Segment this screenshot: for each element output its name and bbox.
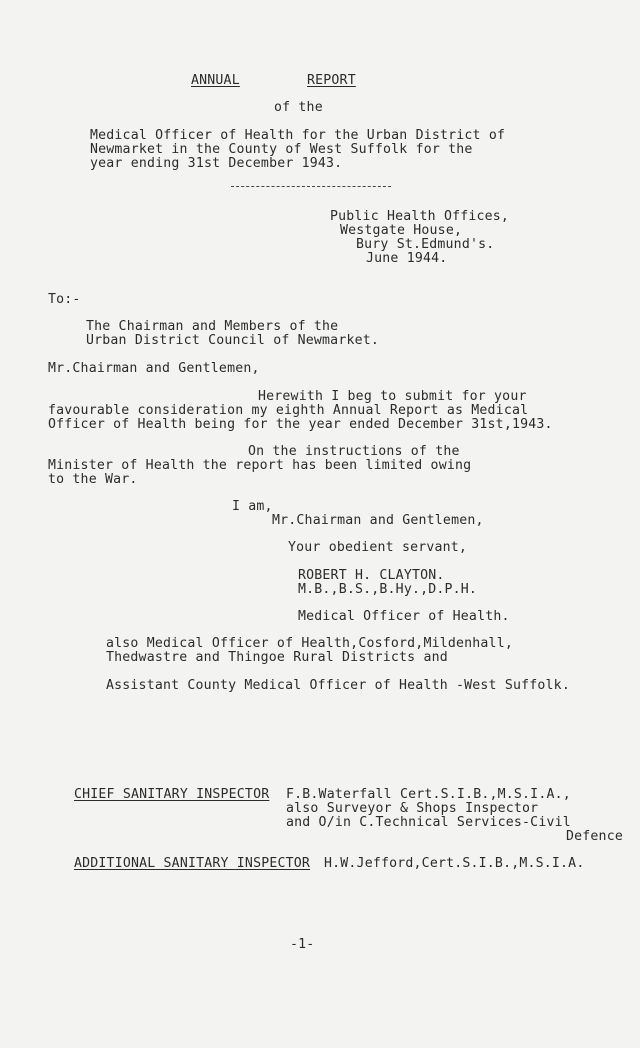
title-annual: ANNUAL (191, 73, 240, 88)
address-line: Public Health Offices, (330, 209, 510, 224)
signatory-role: Medical Officer of Health. (298, 609, 510, 624)
page-number: -1- (290, 937, 315, 952)
intro-line: year ending 31st December 1943. (90, 156, 343, 171)
closing-addressee: Mr.Chairman and Gentlemen, (272, 513, 484, 528)
also-line: Thedwastre and Thingoe Rural Districts and (106, 650, 448, 665)
closing-i-am: I am, (232, 499, 273, 514)
para1-line: favourable consideration my eighth Annual Report as Medical (48, 403, 529, 418)
salutation: Mr.Chairman and Gentlemen, (48, 361, 260, 376)
para1-line: Herewith I beg to submit for your (258, 389, 527, 404)
intro-line: Medical Officer of Health for the Urban District of (90, 128, 506, 143)
chief-inspector-line: and O/in C.Technical Services-Civil (286, 815, 571, 830)
dashed-divider (231, 186, 391, 187)
additional-inspector-value: H.W.Jefford,Cert.S.I.B.,M.S.I.A. (324, 856, 585, 871)
para2-line: to the War. (48, 472, 138, 487)
recipient-line: The Chairman and Members of the (86, 319, 339, 334)
recipient-line: Urban District Council of Newmarket. (86, 333, 380, 348)
address-line: Westgate House, (340, 223, 463, 238)
also-line: also Medical Officer of Health,Cosford,Mildenhall, (106, 636, 513, 651)
signatory-degrees: M.B.,B.S.,B.Hy.,D.P.H. (298, 582, 478, 597)
title-of-the: of the (274, 100, 323, 115)
address-date: June 1944. (366, 251, 448, 266)
chief-inspector-line: F.B.Waterfall Cert.S.I.B.,M.S.I.A., (286, 787, 571, 802)
chief-inspector-line: Defence (566, 829, 623, 844)
address-line: Bury St.Edmund's. (356, 237, 495, 252)
chief-inspector-line: also Surveyor & Shops Inspector (286, 801, 539, 816)
chief-inspector-label: CHIEF SANITARY INSPECTOR (74, 787, 270, 802)
to-label: To:- (48, 292, 81, 307)
para2-line: Minister of Health the report has been limited owing (48, 458, 472, 473)
also-line: Assistant County Medical Officer of Health -West Suffolk. (106, 678, 570, 693)
intro-line: Newmarket in the County of West Suffolk for the (90, 142, 473, 157)
closing-servant: Your obedient servant, (288, 540, 468, 555)
title-report: REPORT (307, 73, 356, 88)
para2-line: On the instructions of the (248, 444, 460, 459)
signatory-name: ROBERT H. CLAYTON. (298, 568, 445, 583)
additional-inspector-label: ADDITIONAL SANITARY INSPECTOR (74, 856, 311, 871)
para1-line: Officer of Health being for the year ended December 31st,1943. (48, 417, 553, 432)
